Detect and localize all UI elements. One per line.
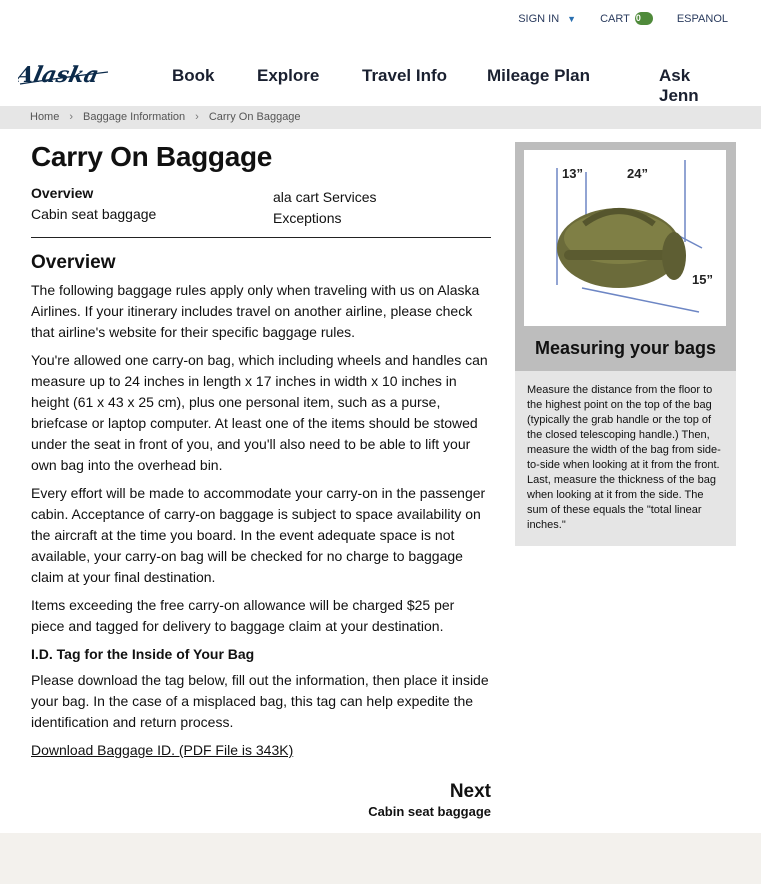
language-link[interactable]: ESPANOL xyxy=(676,12,728,25)
breadcrumb-home[interactable]: Home xyxy=(30,111,60,123)
nav-mileage-plan[interactable]: Mileage Plan xyxy=(487,66,590,85)
toc-cabin-seat-baggage[interactable]: Cabin seat baggage xyxy=(31,206,157,222)
nav-book[interactable]: Book xyxy=(172,66,215,85)
breadcrumb-baggage-information[interactable]: Baggage Information xyxy=(83,111,186,123)
main-content xyxy=(31,140,491,821)
id-tag-title: I.D. Tag for the Inside of Your Bag xyxy=(31,646,255,662)
nav-ask-jenn[interactable]: Ask Jenn xyxy=(659,66,699,105)
signin-menu[interactable] xyxy=(518,12,576,25)
cart-label[interactable]: CART xyxy=(600,12,630,25)
alaska-logo-icon xyxy=(18,60,112,90)
cart-count-badge: 0 xyxy=(635,12,653,25)
bag-measurement-image xyxy=(524,150,726,326)
download-baggage-id-link[interactable]: Download Baggage ID. (PDF File is 343K) xyxy=(31,742,294,758)
nav-explore[interactable]: Explore xyxy=(257,66,320,85)
dimension-height: 13” xyxy=(562,166,583,181)
table-of-contents xyxy=(31,185,491,238)
toc-ala-cart-services[interactable]: ala cart Services xyxy=(273,189,377,205)
caret-down-icon[interactable]: ▼ xyxy=(567,13,577,24)
cart-link[interactable] xyxy=(600,12,653,25)
next-label[interactable]: Next xyxy=(449,781,491,802)
toc-exceptions[interactable]: Exceptions xyxy=(273,210,342,226)
paragraph: You're allowed one carry-on bag, which including wheels and handles can measure up to 24 inches in length x 17 inches in width x 10 inches in height (61 x 43 x 25 cm), plus one personal item, such as a purse, briefcase or laptop computer. At least one of the items should be stowed under the seat in front of you, and you'll also need to be able to lift your own bag into the overhead bin. xyxy=(31,352,488,473)
signin-label[interactable]: SIGN IN xyxy=(518,12,560,25)
dimension-width: 15” xyxy=(692,272,713,287)
paragraph: Every effort will be made to accommodate your carry-on in the passenger cabin. Acceptance of carry-on baggage is subject to space availability on the aircraft at the time you board. In the event adequate space is not available, your carry-on bag will be checked for no charge to baggage claim at your final destination. xyxy=(31,485,486,585)
paragraph: Items exceeding the free carry-on allowance will be charged $25 per piece and tagged for delivery to baggage claim at your destination. xyxy=(31,597,455,634)
dimension-length: 24” xyxy=(627,166,648,181)
logo-wordmark: Alaska xyxy=(18,62,102,88)
measuring-bags-panel xyxy=(515,142,736,546)
alaska-logo[interactable] xyxy=(18,60,112,95)
next-target[interactable]: Cabin seat baggage xyxy=(368,804,491,819)
id-tag-text: Please download the tag below, fill out the information, then place it inside your bag. In the case of a misplaced bag, this tag can help expedite the identification and return process. xyxy=(31,672,489,730)
duffel-bag-illustration xyxy=(524,150,726,326)
chevron-right-icon: › xyxy=(69,111,74,123)
toc-overview[interactable]: Overview xyxy=(31,185,94,201)
breadcrumb xyxy=(0,106,761,129)
chevron-right-icon: › xyxy=(195,111,199,123)
measuring-description: Measure the distance from the floor to the highest point on the top of the bag (typically the grab handle or the top of the closed telescoping handle.) Then, measure the width of the bag from side-to-side when looking at it from the front. Last, measure the thickness of the bag when looking at it from the side. The sum of these equals the "total linear inches." xyxy=(527,384,721,531)
next-page-link[interactable] xyxy=(31,781,491,821)
measuring-image-area xyxy=(515,142,736,371)
main-nav xyxy=(18,56,733,105)
section-title-overview: Overview xyxy=(31,252,116,273)
page-title: Carry On Baggage xyxy=(31,141,273,172)
breadcrumb-current: Carry On Baggage xyxy=(208,111,301,123)
nav-travel-info[interactable]: Travel Info xyxy=(362,66,448,85)
utility-bar xyxy=(518,12,728,25)
paragraph: The following baggage rules apply only when traveling with us on Alaska Airlines. If your itinerary includes travel on another airline, please check that airline's website for their specific baggage rules. xyxy=(31,282,480,340)
measuring-caption: Measuring your bags xyxy=(534,338,717,358)
